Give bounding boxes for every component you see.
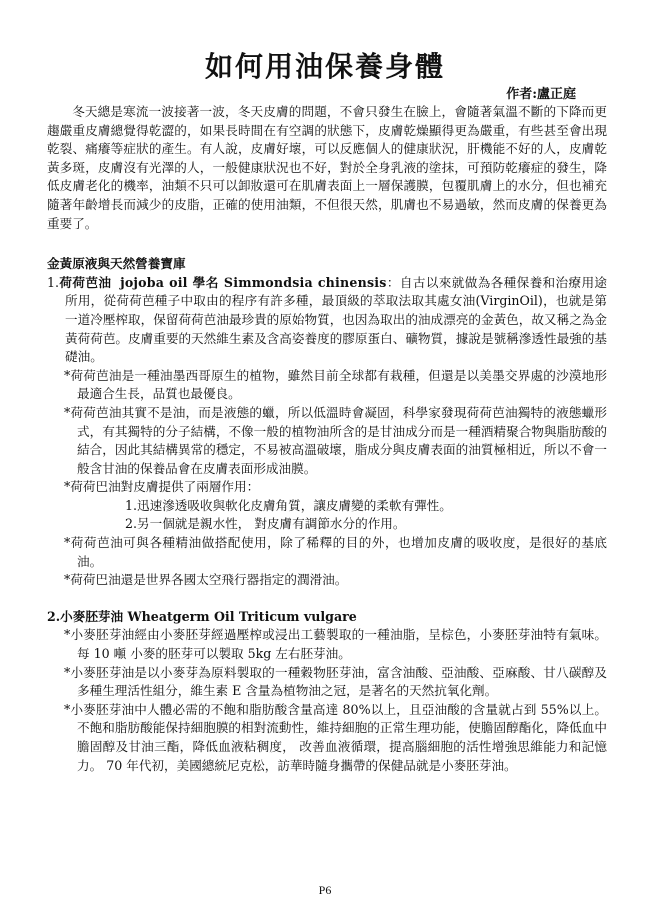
section-heading: 金黃原液與天然營養寶庫 <box>47 256 186 272</box>
list-item: *小麥胚芽油是以小麥芽為原料製取的一種穀物胚芽油，富含油酸、亞油酸、亞麻酸、甘八碳醇及多種生理活性組分，維生素 E 含量為植物油之冠，是著名的天然抗氧化劑。 <box>64 664 607 699</box>
list-item: *荷荷巴油對皮膚提供了兩層作用： <box>64 479 260 495</box>
page-title: 如何用油保養身體 <box>204 50 445 83</box>
list-item: *荷荷芭油是一種油墨西哥原生的植物，雖然目前全球都有栽種，但還是以美墨交界處的沙漠地形最適合生長，品質也最優良。 <box>64 367 607 402</box>
sub-point: 1.迅速滲透吸收與軟化皮膚角質，讓皮膚變的柔軟有彈性。 <box>125 497 452 513</box>
item-description: ：自古以來就做為各種保養和治療用途所用，從荷荷芭種子中取由的程序有許多種，最頂級的萃取法取其處女油(VirginOil)，也就是第一道冷壓榨取，保留荷荷芭油最珍貴的原始物質，也因為取出的油成漂亮的金黃色，故又稱之為金黃荷荷芭。皮膚重要的天然維生素及含高姿養度的膠原蛋白、礦物質，據說是號稱滲透性最強的基礎油。 <box>65 274 608 365</box>
article-body <box>47 103 607 775</box>
sub-point: 2.另一個就是親水性， 對皮膚有調節水分的作用。 <box>125 516 406 532</box>
item-name: 荷荷芭油 <box>59 274 112 290</box>
item-number: 1. <box>47 274 60 290</box>
item-wheatgerm-heading: 2.小麥胚芽油 Wheatgerm Oil Triticum vulgare <box>47 608 357 624</box>
list-item: *小麥胚芽油中人體必需的不飽和脂肪酸含量高達 80%以上，且亞油酸的含量就占到 55%以上。不飽和脂肪酸能保持細胞膜的相對流動性，維持細胞的正常生理功能，使膽固醇酯化，降低血中膽固醇及甘油三酯，降低血液粘稠度， 改善血液循環，提高腦細胞的活性增強思維能力和記憶力。 70 年代初，美國總統尼克松，訪華時隨身攜帶的保健品就是小麥胚芽油。 <box>64 701 607 773</box>
list-item: *荷荷巴油還是世界各國太空飛行器指定的潤滑油。 <box>64 572 348 588</box>
author-line: 作者:盧正庭 <box>506 87 576 102</box>
item-jojoba <box>47 274 607 367</box>
intro-paragraph: 冬天總是寒流一波接著一波，冬天皮膚的問題，不會只發生在臉上，會隨著氣溫不斷的下降而更趨嚴重皮膚總覺得乾澀的，如果長時間在有空調的狀態下，皮膚乾燥顯得更為嚴重，有些甚至會出現乾裂、痛癢等症狀的產生。有人說，皮膚好壞，可以反應個人的健康狀況，肝機能不好的人，皮膚乾黃多斑，皮膚沒有光澤的人，一般健康狀況也不好，對於全身乳液的塗抹，可預防乾癢症的發生，降低皮膚老化的機率，油類不只可以卸妝還可在肌膚表面上一層保護膜，包覆肌膚上的水分，但也補充隨著年齡增長而減少的皮脂，正確的使用油類，不但很天然，肌膚也不易過敏，然而皮膚的保養更為重要了。 <box>47 104 607 231</box>
item-latin-name: jojoba oil 學名 Simmondsia chinensis <box>120 274 387 290</box>
list-item: *荷荷芭油其實不是油，而是液態的蠟，所以低溫時會凝固，科學家發現荷荷芭油獨特的液態蠟形式，有其獨特的分子結構，不像一般的植物油所含的是甘油成分而是一種酒精聚合物與脂肪酸的結合，因此其結構異常的穩定，不易被高溫破壞，脂成分與皮膚表面的油質極相近，所以不會一般含甘油的保養品會在皮膚表面形成油膜。 <box>64 404 607 476</box>
page-number: P6 <box>318 883 332 897</box>
list-item: *小麥胚芽油經由小麥胚芽經過壓榨或浸出工藝製取的一種油脂，呈棕色，小麥胚芽油特有氣味。每 10 噸 小麥的胚芽可以製取 5kg 左右胚芽油。 <box>64 627 607 662</box>
list-item: *荷荷芭油可與各種精油做搭配使用，除了稀釋的目的外，也增加皮膚的吸收度，是很好的基底油。 <box>64 535 607 569</box>
